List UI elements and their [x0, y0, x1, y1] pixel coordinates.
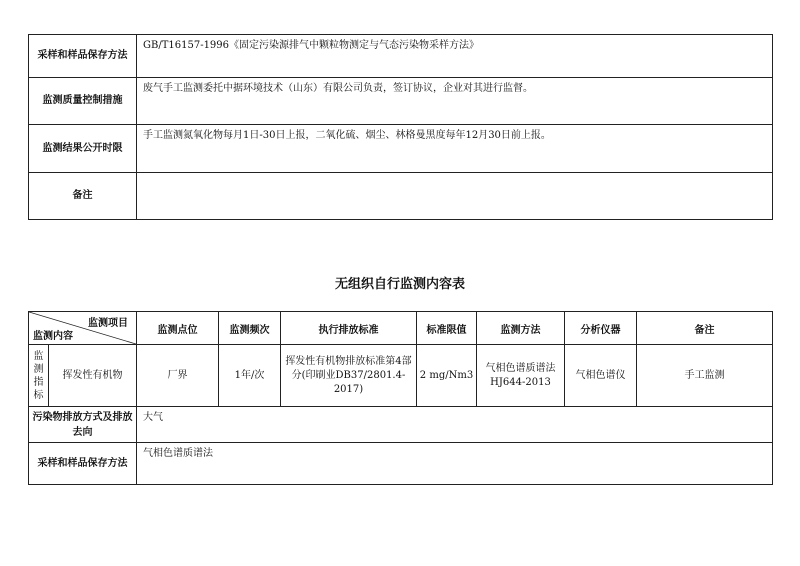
row-value: 废气手工监测委托中据环境技术（山东）有限公司负责，签订协议，企业对其进行监督。 [137, 78, 773, 125]
section-title: 无组织自行监测内容表 [334, 277, 465, 292]
top-info-table [28, 34, 773, 220]
table-row [29, 345, 773, 407]
row-label: 备注 [29, 173, 137, 220]
col-header: 标准限值 [417, 312, 477, 345]
diag-bottom-label: 监测内容 [33, 331, 73, 342]
note-cell: 手工监测 [637, 345, 773, 407]
row-label: 采样和样品保存方法 [29, 35, 137, 78]
table-row [29, 443, 773, 485]
col-header: 监测频次 [219, 312, 281, 345]
col-header: 执行排放标准 [281, 312, 417, 345]
diagonal-header [29, 312, 137, 345]
item-cell: 挥发性有机物 [49, 345, 137, 407]
row-value: 手工监测氮氧化物每月1日-30日上报，二氧化硫、烟尘、林格曼黑度每年12月30日前上报。 [137, 125, 773, 173]
table-row [29, 125, 773, 173]
frequency-cell: 1年/次 [219, 345, 281, 407]
limit-cell: 2 mg/Nm3 [417, 345, 477, 407]
table-row [29, 407, 773, 443]
sampling-label: 采样和样品保存方法 [29, 443, 137, 485]
header-row [29, 312, 773, 345]
sampling-value: 气相色谱质谱法 [137, 443, 773, 485]
standard-cell: 挥发性有机物排放标准第4部分(印刷业DB37/2801.4-2017) [281, 345, 417, 407]
row-value [137, 173, 773, 220]
col-header: 监测点位 [137, 312, 219, 345]
point-cell: 厂界 [137, 345, 219, 407]
row-label: 监测质量控制措施 [29, 78, 137, 125]
diag-top-label: 监测项目 [88, 318, 128, 329]
method-cell: 气相色谱质谱法HJ644-2013 [477, 345, 565, 407]
discharge-value: 大气 [137, 407, 773, 443]
unorganized-monitoring-table [28, 311, 773, 485]
indicator-label: 监测指标 [29, 345, 49, 407]
col-header: 备注 [637, 312, 773, 345]
table-row [29, 35, 773, 78]
instrument-cell: 气相色谱仪 [565, 345, 637, 407]
table-row [29, 78, 773, 125]
col-header: 监测方法 [477, 312, 565, 345]
table-row [29, 173, 773, 220]
row-label: 监测结果公开时限 [29, 125, 137, 173]
discharge-label: 污染物排放方式及排放去向 [29, 407, 137, 443]
row-value: GB/T16157-1996《固定污染源排气中颗粒物测定与气态污染物采样方法》 [137, 35, 773, 78]
col-header: 分析仪器 [565, 312, 637, 345]
